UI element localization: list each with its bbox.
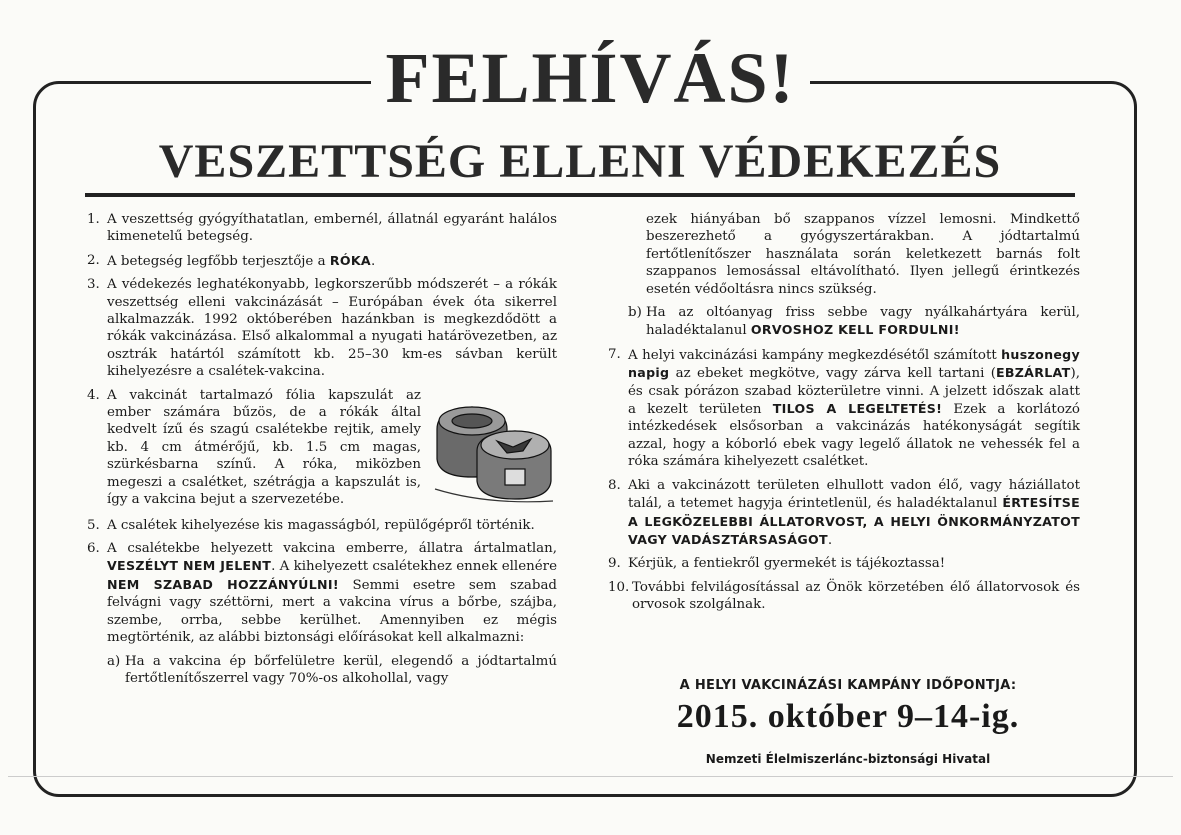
item-text: Kérjük, a fentiekről gyermekét is tájékoztassa! (628, 556, 946, 572)
list-item-9 (608, 555, 1080, 572)
item-text-part: Aki a vakcinázott területen elhullott vadon élő, vagy háziállatot talál, a tetemet hagyja érintetlenül, és haladéktalanul (628, 477, 1080, 512)
item-bold-text: ÉRTESÍTSE A LEGKÖZELEBBI ÁLLATORVOST, A HELYI ÖNKORMÁNYZATOT VAGY VADÁSZTÁRSASÁGOT (628, 495, 1080, 547)
item-text (107, 252, 557, 270)
item-number: b) (628, 305, 642, 321)
list-item-6 (87, 540, 557, 646)
page-title: FELHÍVÁS! (371, 38, 809, 118)
item-bold-text: NEM SZABAD HOZZÁNYÚLNI! (107, 576, 339, 592)
list-item-1 (87, 211, 557, 246)
bait-capsule-illustration (427, 389, 557, 509)
item-number: 3. (87, 277, 100, 293)
item-text-part: Semmi esetre sem szabad felvágni vagy széttörni, mert a vakcina vírus a bőrbe, szájba, szembe, orrba, sebbe kerülhet. Amennyiben ez mégis megtörténik, az alábbi biztonsági előírásokat kell alkalmazni: (107, 577, 558, 646)
item-number: 4. (87, 387, 100, 403)
item-text: A veszettség gyógyíthatatlan, embernél, állatnál egyaránt halálos kimenetelű betegség. (107, 212, 557, 245)
page-subtitle: VESZETTSÉG ELLENI VÉDEKEZÉS (158, 135, 1002, 188)
item-text-part: . (827, 532, 833, 548)
item-text-part: A helyi vakcinázási kampány megkezdésétől számított (628, 347, 1002, 363)
item-text (628, 477, 1080, 550)
item-bold-text: RÓKA (329, 252, 371, 268)
item-bold-text: TILOS A LEGELTETÉS! (772, 401, 943, 417)
list-item-8 (608, 477, 1080, 550)
issuer-name: Nemzeti Élelmiszerlánc-biztonsági Hivatal (705, 752, 991, 766)
item-text-part: A vakcinát tartalmazó fólia kapszulát az ember számára bűzös, de a rókák által kedvelt ízű és szagú csalétekbe rejtik, amely kb. 4 cm átmérőjű, kb. 1.5 cm magas, szürkésbarna színű. A róka, miközben megeszi a csalétket, szétrágja a kapszulát is, így a vakcina bejut a szervezetébe. (107, 387, 421, 508)
divider (8, 776, 1173, 777)
item-text (646, 304, 1080, 340)
list-item-7 (608, 346, 1080, 471)
item-bold-text: VESZÉLYT NEM JELENT (107, 558, 272, 574)
headline (0, 38, 1181, 118)
item-text-part: az ebeket megkötve, vagy zárva kell tartani ( (669, 366, 996, 382)
list-subitem-6b (628, 304, 1080, 340)
item-number: 8. (608, 477, 621, 493)
item-text: A védekezés leghatékonyabb, legkorszerűbb módszerét – a rókák veszettség elleni vakcinázását – Európában évek óta sikerrel alkalmazzák. 1992 októberében hazánkban is megkezdődött a rókák vakcinázása. Első alkalommal a nyugati határövezetben, az osztrák határtól számított kb. 25–30 km-es sávban került kihelyezésre a csalétek-vakcina. (107, 277, 557, 380)
item-number: 7. (608, 346, 621, 362)
campaign-label: A HELYI VAKCINÁZÁSI KAMPÁNY IDŐPONTJA: (679, 678, 1017, 693)
item-text-part: Ezek a korlátozó intézkedések elsősorban a vakcinázás hatékonyságát segítik azzal, hogy a kóborló ebek vagy legelő állatok ne vehessék fel a róka számára kihelyezett csalétket. (628, 402, 1080, 470)
right-column (608, 211, 1080, 620)
list-item-4 (87, 387, 557, 511)
left-column (87, 211, 557, 693)
list-item-2 (87, 252, 557, 270)
item-text-part: ), és csak pórázon szabad közterületre vinni. A jelzett időszak alatt a kezelt területen (628, 366, 1080, 418)
item-number: 10. (608, 579, 630, 595)
item-text (107, 387, 557, 511)
item-number: 6. (87, 541, 100, 557)
item-bold-text: huszonegy napig (628, 346, 1080, 381)
item-text (107, 540, 557, 646)
list-item-5 (87, 517, 557, 534)
item-text: A csalétek kihelyezése kis magasságból, repülőgépről történik. (107, 517, 535, 533)
item-text: Ha a vakcina ép bőrfelületre kerül, elegendő a jódtartalmú fertőtlenítőszerrel vagy 70%-os alkohollal, vagy (125, 653, 557, 686)
item-text-part: A csalétekbe helyezett vakcina emberre, állatra ártalmatlan, (107, 541, 557, 557)
title-rule (85, 193, 1075, 197)
item-number: 5. (87, 517, 100, 533)
item-text (628, 346, 1080, 471)
item-bold-text: ORVOSHOZ KELL FORDULNI! (750, 322, 960, 338)
item-text: További felvilágosítással az Önök körzetében élő állatorvosok és orvosok szolgálnak. (632, 579, 1080, 613)
item-text-part: . (370, 253, 376, 269)
item-number: 9. (608, 556, 621, 572)
item-number: 2. (87, 252, 100, 268)
list-subitem-6a (107, 653, 557, 688)
item-text-part: A betegség legfőbb terjesztője a (107, 253, 330, 269)
list-item-10 (608, 579, 1080, 614)
list-subitem-6a-continued: ezek hiányában bő szappanos vízzel lemosni. Mindkettő beszerezhető a gyógyszertárakban. A jódtartalmú fertőtlenítőszer használata során keletkezett barnás folt szappanos lemosással eltávolítható. Ilyen jellegű érintkezés esetén védőoltásra nincs szükség. (646, 212, 1080, 297)
item-bold-text: EBZÁRLAT (995, 365, 1071, 381)
campaign-date: 2015. október 9–14-ig. (676, 698, 1020, 735)
item-number: 1. (87, 212, 100, 227)
list-item-3 (87, 276, 557, 380)
item-text-part: Ha az oltóanyag friss sebbe vagy nyálkahártyára kerül, haladéktalanul (646, 305, 1080, 339)
item-text-part: . A kihelyezett csalétekhez ennek ellenére (271, 559, 557, 575)
item-number: a) (107, 653, 121, 669)
